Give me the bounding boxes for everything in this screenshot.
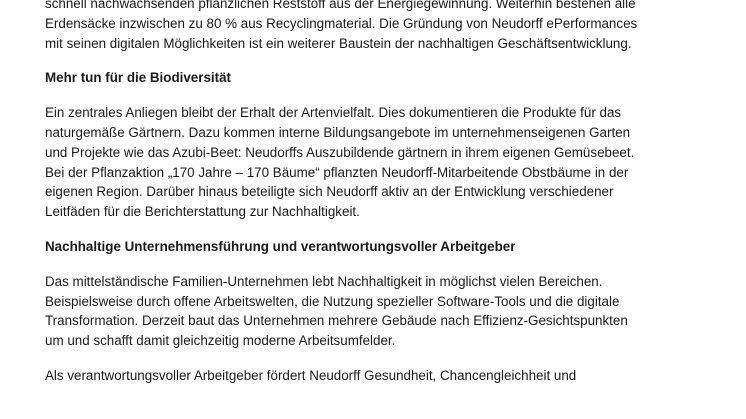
text-line: Das mittelständische Familien-Unternehmen lebt Nachhaltigkeit in möglichst vielen Bereichen. <box>45 273 603 289</box>
text-line: Bei der Pflanzaktion „170 Jahre – 170 Bäume“ pflanzten Neudorff-Mitarbeitende Obstbäume in der <box>45 164 629 180</box>
section-heading-biodiversity: Mehr tun für die Biodiversität <box>45 70 231 86</box>
document-body <box>45 0 725 386</box>
text-line: Transformation. Derzeit baut das Unternehmen mehrere Gebäude nach Effizienz-Gesichtspunkten <box>45 313 628 329</box>
text-line: eigenen Region. Darüber hinaus beteiligte sich Neudorff aktiv an der Entwicklung verschiedener <box>45 184 614 200</box>
intro-paragraph <box>45 0 725 53</box>
paragraph-spacer <box>45 88 725 103</box>
text-line: Ein zentrales Anliegen bleibt der Erhalt der Artenvielfalt. Dies dokumentieren die Produkte für das <box>45 105 622 121</box>
text-line: Leitfäden für die Berichterstattung zur Nachhaltigkeit. <box>45 204 360 220</box>
text-line: naturgemäße Gärtnern. Dazu kommen interne Bildungsangebote im unternehmenseigenen Garten <box>45 124 631 140</box>
text-line: mit seinen digitalen Möglichkeiten ist ein weiterer Baustein der nachhaltigen Geschäftsentwicklung. <box>45 35 632 51</box>
text-line: Als verantwortungsvoller Arbeitgeber fördert Neudorff Gesundheit, Chancengleichheit und <box>45 367 577 383</box>
text-line: Erdensäcke inzwischen zu 80 % aus Recyclingmaterial. Die Gründung von Neudorff ePerformances <box>45 15 638 31</box>
paragraph-spacer <box>45 351 725 366</box>
text-line: um und schafft damit gleichzeitig moderne Arbeitsumfelder. <box>45 333 396 349</box>
paragraph-spacer <box>45 53 725 68</box>
text-line: schnell nachwachsenden pflanzlichen Reststoff aus der Energiegewinnung. Weiterhin bestehen alle <box>45 0 636 11</box>
paragraph-spacer <box>45 222 725 237</box>
text-line: und Projekte wie das Azubi-Beet: Neudorffs Auszubildende gärtnern in ihrem eigenen Gemüsebeet. <box>45 144 635 160</box>
section-heading-employer: Nachhaltige Unternehmensführung und verantwortungsvoller Arbeitgeber <box>45 238 516 254</box>
employer-paragraph-1 <box>45 272 725 351</box>
paragraph-spacer <box>45 257 725 272</box>
biodiversity-paragraph <box>45 103 725 222</box>
text-line: Beispielsweise durch offene Arbeitswelten, die Nutzung spezieller Software-Tools und die digitale <box>45 293 620 309</box>
employer-paragraph-2 <box>45 366 725 386</box>
